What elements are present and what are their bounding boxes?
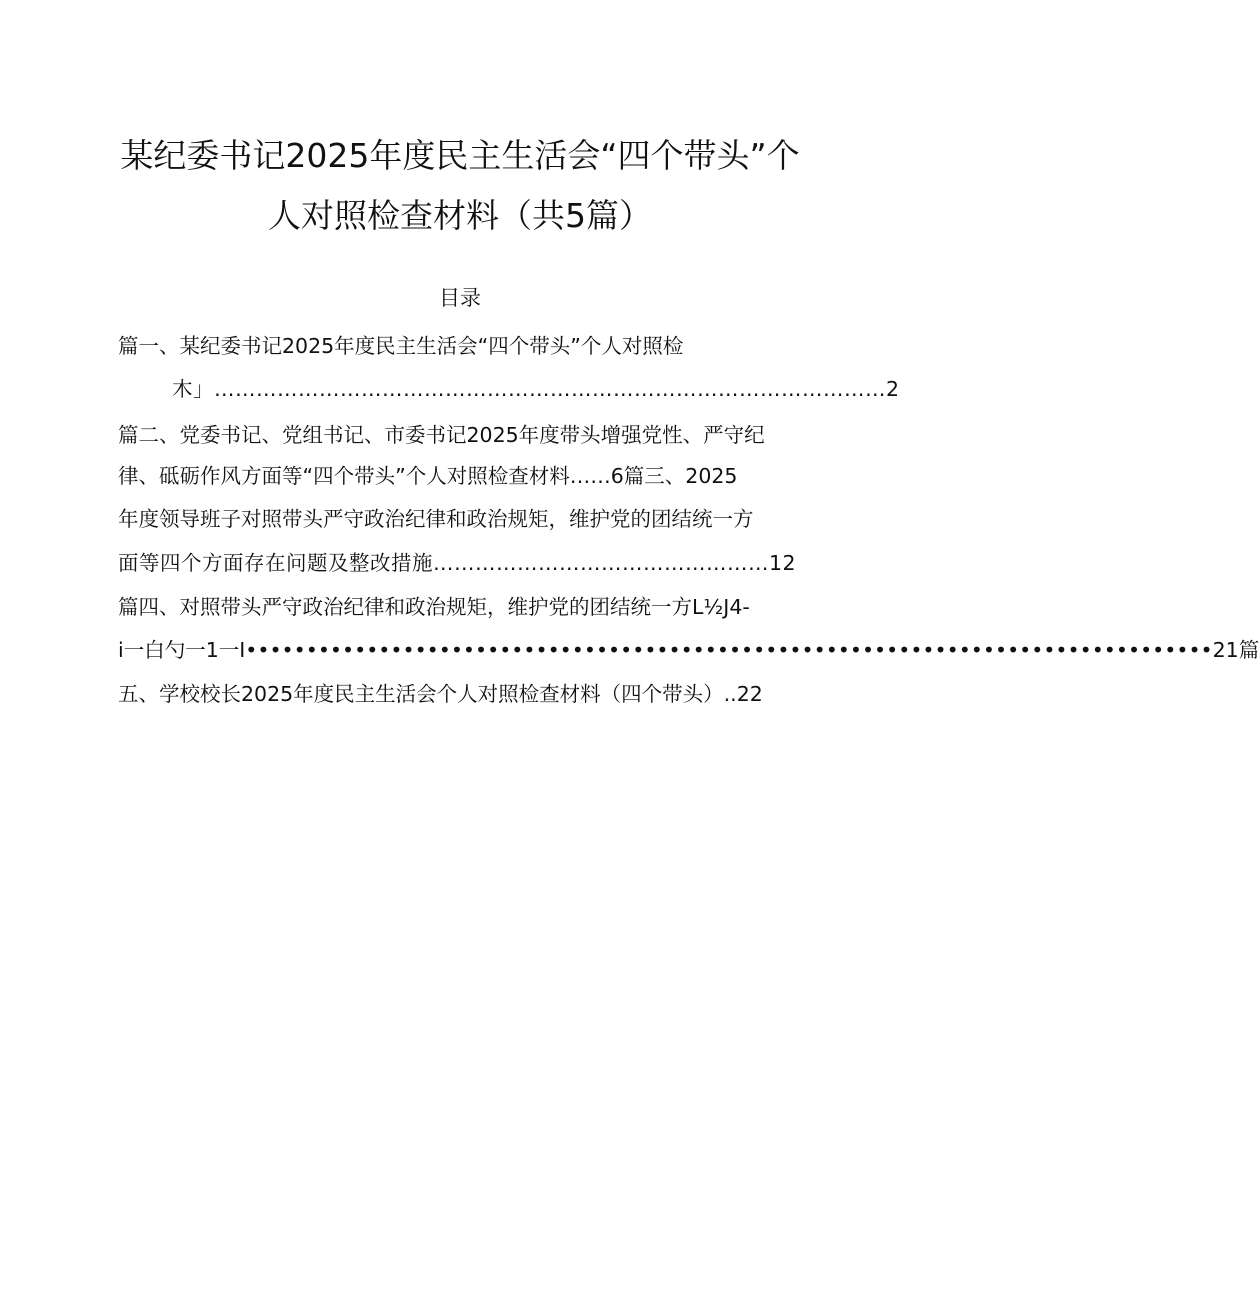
document-title-line-1: 某纪委书记2025年度民主生活会“四个带头”个: [120, 136, 800, 175]
toc-entry-line: 律、砥砺作风方面等“四个带头”个人对照检查材料……6篇三、2025: [118, 464, 738, 488]
document-title-line-2: 人对照检查材料（共5篇）: [268, 196, 652, 235]
toc-entry-line: 篇二、党委书记、党组书记、市委书记2025年度带头增强党性、严守纪: [118, 423, 765, 447]
toc-entry-line: 篇一、某纪委书记2025年度民主生活会“四个带头”个人对照检: [118, 334, 684, 358]
toc-entry-line: i一白勺一1一I••••••••••••••••••••••••••••••••••••••••••••••••••••••••••••••••••••••••••••••••21篇: [118, 638, 1259, 662]
toc-heading: 目录: [439, 286, 481, 310]
toc-entry-line: 五、学校校长2025年度民主生活会个人对照检查材料（四个带头）..22: [118, 682, 763, 706]
toc-entry-line: 篇四、对照带头严守政治纪律和政治规矩，维护党的团结统一方L½J4-: [118, 595, 750, 619]
toc-entry-line: 面等四个方面存在问题及整改措施…………………………………………12: [118, 551, 797, 575]
toc-entry-line: 木」……………………………………………………………………………………2: [172, 377, 900, 401]
toc-entry-line: 年度领导班子对照带头严守政治纪律和政治规矩，维护党的团结统一方: [118, 507, 754, 531]
